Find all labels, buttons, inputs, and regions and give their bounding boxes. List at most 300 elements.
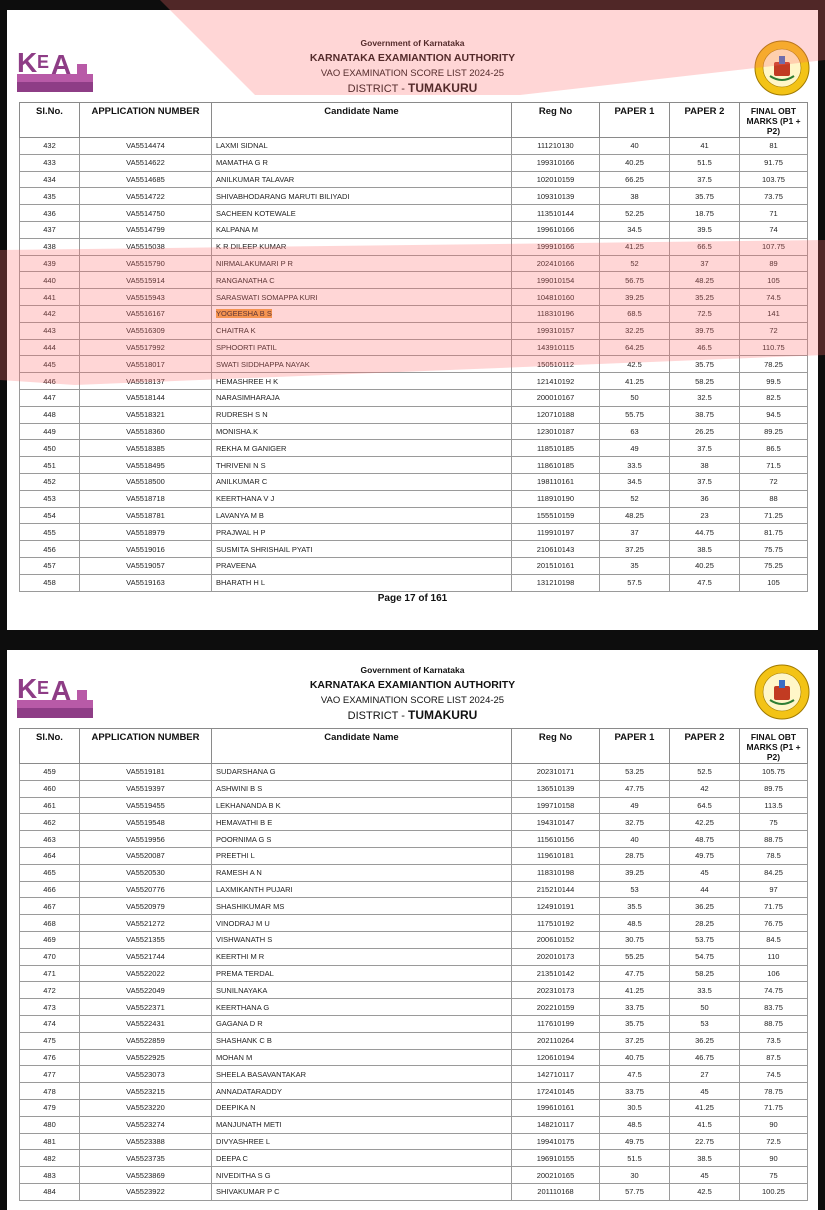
table-cell xyxy=(20,999,80,1016)
candidate-name: SHIVAKUMAR P C xyxy=(216,1187,280,1197)
cell-value: 447 xyxy=(43,393,56,403)
table-cell xyxy=(80,138,212,155)
cell-value: 94.5 xyxy=(766,410,781,420)
table-cell xyxy=(512,1183,600,1200)
cell-value: 40.75 xyxy=(625,1052,644,1062)
table-row xyxy=(20,999,808,1016)
cell-value: 40.25 xyxy=(695,561,714,571)
table-cell xyxy=(740,982,808,999)
cell-value: 87.5 xyxy=(766,1052,781,1062)
table-cell xyxy=(600,797,670,814)
cell-value: VA5523869 xyxy=(126,1170,165,1180)
government-line: Government of Karnataka xyxy=(360,38,465,48)
candidate-name: GAGANA D R xyxy=(216,1019,263,1029)
table-cell xyxy=(740,541,808,558)
table-cell xyxy=(212,780,512,797)
cell-value: 72.5 xyxy=(697,309,712,319)
table-cell xyxy=(20,1133,80,1150)
cell-value: 444 xyxy=(43,342,56,352)
candidate-name: SHASHIKUMAR MS xyxy=(216,901,285,911)
cell-value: 32.75 xyxy=(625,817,644,827)
table-cell xyxy=(670,898,740,915)
table-cell xyxy=(80,255,212,272)
cell-value: 199310166 xyxy=(536,158,575,168)
cell-value: 40.25 xyxy=(625,158,644,168)
table-cell xyxy=(20,764,80,781)
cell-value: 453 xyxy=(43,494,56,504)
cell-value: 118310198 xyxy=(537,868,574,878)
column-header: Reg No xyxy=(512,103,600,138)
cell-value: 64.25 xyxy=(625,342,644,352)
table-cell xyxy=(512,1032,600,1049)
cell-value: 42 xyxy=(700,784,709,794)
cell-value: VA5523073 xyxy=(126,1069,165,1079)
cell-value: 90 xyxy=(769,1153,778,1163)
table-cell xyxy=(20,289,80,306)
cell-value: 467 xyxy=(43,901,56,911)
table-cell xyxy=(20,965,80,982)
cell-value: 118910190 xyxy=(537,494,574,504)
candidate-name: RAMESH A N xyxy=(216,868,262,878)
table-cell xyxy=(212,171,512,188)
table-cell xyxy=(600,305,670,322)
cell-value: VA5521272 xyxy=(126,918,165,928)
candidate-name: SACHEEN KOTEWALE xyxy=(216,208,296,218)
column-header: APPLICATION NUMBER xyxy=(80,729,212,764)
table-row xyxy=(20,339,808,356)
table-cell xyxy=(80,948,212,965)
table-row xyxy=(20,490,808,507)
candidate-name: VINODRAJ M U xyxy=(216,918,270,928)
cell-value: 111210130 xyxy=(537,141,574,151)
table-cell xyxy=(20,1183,80,1200)
cell-value: 33.5 xyxy=(627,460,642,470)
table-cell xyxy=(512,898,600,915)
table-cell xyxy=(80,1099,212,1116)
cell-value: 78.75 xyxy=(764,1086,783,1096)
table-cell xyxy=(670,188,740,205)
table-cell xyxy=(80,188,212,205)
table-cell xyxy=(512,764,600,781)
candidate-name: PREETHI L xyxy=(216,851,255,861)
cell-value: 136510139 xyxy=(536,784,575,794)
table-cell xyxy=(670,389,740,406)
cell-value: 78.25 xyxy=(764,359,783,369)
cell-value: 459 xyxy=(43,767,56,777)
svg-text:E: E xyxy=(37,52,50,72)
table-cell xyxy=(600,764,670,781)
table-cell xyxy=(740,1150,808,1167)
table-cell xyxy=(600,138,670,155)
table-cell xyxy=(212,1167,512,1184)
candidate-name: SHASHANK C B xyxy=(216,1036,272,1046)
cell-value: 40 xyxy=(630,141,639,151)
cell-value: 42.25 xyxy=(695,817,714,827)
table-row xyxy=(20,764,808,781)
cell-value: 202110264 xyxy=(537,1036,574,1046)
cell-value: VA5521744 xyxy=(126,952,165,962)
table-cell xyxy=(670,138,740,155)
svg-text:E: E xyxy=(37,678,50,698)
table-row xyxy=(20,831,808,848)
table-cell xyxy=(512,881,600,898)
cell-value: 71.75 xyxy=(764,901,783,911)
table-row xyxy=(20,965,808,982)
cell-value: VA5523220 xyxy=(126,1103,165,1113)
cell-value: 88 xyxy=(769,494,778,504)
cell-value: VA5522925 xyxy=(126,1052,165,1062)
table-cell xyxy=(600,423,670,440)
table-row xyxy=(20,574,808,591)
table-cell xyxy=(600,373,670,390)
cell-value: 41.25 xyxy=(625,985,644,995)
table-cell xyxy=(80,1150,212,1167)
cell-value: 210610143 xyxy=(536,544,575,554)
cell-value: 445 xyxy=(43,359,56,369)
table-row xyxy=(20,221,808,238)
cell-value: 75 xyxy=(769,817,778,827)
table-cell xyxy=(212,814,512,831)
candidate-name: SWATI SIDDHAPPA NAYAK xyxy=(216,359,310,369)
cell-value: 46.5 xyxy=(697,342,712,352)
table-cell xyxy=(600,154,670,171)
table-cell xyxy=(670,999,740,1016)
table-cell xyxy=(740,898,808,915)
cell-value: 52.25 xyxy=(625,208,644,218)
table-cell xyxy=(740,205,808,222)
cell-value: VA5516167 xyxy=(126,309,165,319)
table-cell xyxy=(512,440,600,457)
cell-value: 442 xyxy=(43,309,56,319)
table-cell xyxy=(740,356,808,373)
table-cell xyxy=(212,831,512,848)
cell-value: 435 xyxy=(43,191,56,201)
header-row xyxy=(20,103,808,138)
table-cell xyxy=(212,322,512,339)
table-cell xyxy=(600,490,670,507)
table-cell xyxy=(670,154,740,171)
cell-value: 113.5 xyxy=(764,800,783,810)
cell-value: 53.75 xyxy=(695,935,714,945)
table-cell xyxy=(740,1015,808,1032)
table-cell xyxy=(600,457,670,474)
cell-value: 81.75 xyxy=(764,527,783,537)
table-cell xyxy=(670,373,740,390)
cell-value: 36 xyxy=(700,494,709,504)
table-cell xyxy=(512,541,600,558)
table-cell xyxy=(740,339,808,356)
table-cell xyxy=(740,490,808,507)
table-row xyxy=(20,1133,808,1150)
cell-value: 47.5 xyxy=(697,578,712,588)
cell-value: 75.75 xyxy=(764,544,783,554)
cell-value: 50 xyxy=(630,393,639,403)
cell-value: 117510192 xyxy=(537,918,574,928)
cell-value: 200010167 xyxy=(536,393,575,403)
table-cell xyxy=(670,171,740,188)
table-cell xyxy=(80,814,212,831)
table-row xyxy=(20,1015,808,1032)
table-cell xyxy=(600,1167,670,1184)
cell-value: VA5515790 xyxy=(126,258,165,268)
cell-value: 476 xyxy=(43,1052,56,1062)
cell-value: 38.75 xyxy=(695,410,714,420)
table-cell xyxy=(670,814,740,831)
table-cell xyxy=(80,1183,212,1200)
candidate-name: KEERTHANA V J xyxy=(216,494,275,504)
table-cell xyxy=(80,881,212,898)
cell-value: 18.75 xyxy=(695,208,714,218)
cell-value: 63 xyxy=(630,426,639,436)
cell-value: 66.5 xyxy=(697,242,712,252)
table-cell xyxy=(600,999,670,1016)
cell-value: VA5518137 xyxy=(126,376,165,386)
table-cell xyxy=(212,1049,512,1066)
table-cell xyxy=(740,1099,808,1116)
cell-value: 81 xyxy=(769,141,778,151)
svg-text:A: A xyxy=(51,675,72,706)
table-row xyxy=(20,915,808,932)
table-cell xyxy=(600,238,670,255)
page-header xyxy=(7,10,818,102)
column-header: FINAL OBT MARKS (P1 + P2) xyxy=(740,103,808,138)
cell-value: 117610199 xyxy=(537,1019,574,1029)
table-cell xyxy=(212,490,512,507)
table-cell xyxy=(670,272,740,289)
table-cell xyxy=(212,238,512,255)
cell-value: 97 xyxy=(769,884,778,894)
table-cell xyxy=(80,205,212,222)
table-cell xyxy=(512,339,600,356)
table-cell xyxy=(670,1032,740,1049)
karnataka-seal-icon xyxy=(754,40,810,96)
cell-value: 150510112 xyxy=(537,359,574,369)
cell-value: 480 xyxy=(43,1120,56,1130)
table-cell xyxy=(20,982,80,999)
table-cell xyxy=(80,272,212,289)
cell-value: VA5514722 xyxy=(126,191,165,201)
cell-value: 118610185 xyxy=(537,460,574,470)
cell-value: 105 xyxy=(767,578,780,588)
table-cell xyxy=(20,305,80,322)
table-cell xyxy=(740,1167,808,1184)
cell-value: 36.25 xyxy=(695,1036,714,1046)
cell-value: 35.75 xyxy=(695,191,714,201)
cell-value: 83.75 xyxy=(764,1002,783,1012)
cell-value: 464 xyxy=(43,851,56,861)
column-header: Candidate Name xyxy=(212,103,512,138)
table-row xyxy=(20,1116,808,1133)
cell-value: VA5522022 xyxy=(126,968,165,978)
cell-value: 75 xyxy=(769,1170,778,1180)
candidate-name: SUDARSHANA G xyxy=(216,767,276,777)
table-cell xyxy=(20,1116,80,1133)
table-cell xyxy=(740,1183,808,1200)
table-cell xyxy=(600,171,670,188)
table-cell xyxy=(600,1116,670,1133)
table-cell xyxy=(80,1066,212,1083)
table-row xyxy=(20,881,808,898)
cell-value: 41.25 xyxy=(625,376,644,386)
cell-value: 71.25 xyxy=(764,510,783,520)
cell-value: 34.5 xyxy=(627,225,642,235)
table-cell xyxy=(20,1032,80,1049)
cell-value: 196910155 xyxy=(536,1153,575,1163)
cell-value: 202310171 xyxy=(536,767,575,777)
table-cell xyxy=(740,1083,808,1100)
table-cell xyxy=(20,1015,80,1032)
table-cell xyxy=(212,373,512,390)
cell-value: 100.25 xyxy=(762,1187,785,1197)
cell-value: VA5514799 xyxy=(126,225,165,235)
table-cell xyxy=(600,541,670,558)
table-cell xyxy=(212,221,512,238)
cell-value: 434 xyxy=(43,174,56,184)
table-row xyxy=(20,864,808,881)
table-cell xyxy=(670,574,740,591)
cell-value: 463 xyxy=(43,834,56,844)
table-row xyxy=(20,931,808,948)
table-cell xyxy=(20,557,80,574)
cell-value: 199410175 xyxy=(536,1136,575,1146)
table-cell xyxy=(600,982,670,999)
candidate-name: NIRMALAKUMARI P R xyxy=(216,258,293,268)
cell-value: 143910115 xyxy=(537,342,574,352)
table-row xyxy=(20,473,808,490)
karnataka-seal-icon xyxy=(754,664,810,720)
cell-value: 110.75 xyxy=(762,342,785,352)
cell-value: 82.5 xyxy=(766,393,781,403)
table-row xyxy=(20,898,808,915)
cell-value: 57.5 xyxy=(627,578,642,588)
table-cell xyxy=(20,406,80,423)
cell-value: VA5519057 xyxy=(126,561,165,571)
table-cell xyxy=(20,238,80,255)
table-cell xyxy=(20,948,80,965)
candidate-name: SPHOORTI PATIL xyxy=(216,342,277,352)
table-cell xyxy=(512,305,600,322)
cell-value: 35.25 xyxy=(695,292,714,302)
table-row xyxy=(20,205,808,222)
cell-value: 50 xyxy=(700,1002,709,1012)
table-cell xyxy=(740,831,808,848)
table-cell xyxy=(212,524,512,541)
table-cell xyxy=(80,238,212,255)
table-cell xyxy=(20,138,80,155)
table-cell xyxy=(600,1150,670,1167)
candidate-name: SHEELA BASAVANTAKAR xyxy=(216,1069,307,1079)
cell-value: 55.75 xyxy=(625,410,644,420)
table-cell xyxy=(600,1099,670,1116)
candidate-name: SARASWATI SOMAPPA KURI xyxy=(216,292,318,302)
table-cell xyxy=(80,1015,212,1032)
table-cell xyxy=(512,1015,600,1032)
candidate-name: DEEPA C xyxy=(216,1153,248,1163)
cell-value: 37.5 xyxy=(697,443,712,453)
candidate-name: LAXMIKANTH PUJARI xyxy=(216,884,293,894)
cell-value: 142710117 xyxy=(537,1069,574,1079)
cell-value: 450 xyxy=(43,443,56,453)
table-cell xyxy=(512,457,600,474)
table-cell xyxy=(80,1032,212,1049)
cell-value: 44 xyxy=(700,884,709,894)
cell-value: 451 xyxy=(43,460,56,470)
table-cell xyxy=(670,524,740,541)
cell-value: 105.75 xyxy=(762,767,785,777)
cell-value: 52.5 xyxy=(697,767,712,777)
table-cell xyxy=(212,915,512,932)
cell-value: 99.5 xyxy=(766,376,781,386)
table-cell xyxy=(20,457,80,474)
table-cell xyxy=(670,473,740,490)
cell-value: 200210165 xyxy=(536,1170,575,1180)
cell-value: 39.75 xyxy=(695,326,714,336)
table-cell xyxy=(512,322,600,339)
cell-value: 123010187 xyxy=(536,426,575,436)
table-cell xyxy=(212,1066,512,1083)
table-cell xyxy=(600,780,670,797)
table-cell xyxy=(212,289,512,306)
table-cell xyxy=(600,507,670,524)
table-cell xyxy=(740,440,808,457)
table-row xyxy=(20,507,808,524)
table-row xyxy=(20,289,808,306)
table-cell xyxy=(740,524,808,541)
cell-value: 66.25 xyxy=(625,174,644,184)
cell-value: 452 xyxy=(43,477,56,487)
table-cell xyxy=(600,389,670,406)
table-cell xyxy=(212,255,512,272)
candidate-name: K R DILEEP KUMAR xyxy=(216,242,287,252)
cell-value: VA5519397 xyxy=(126,784,165,794)
header-row xyxy=(20,729,808,764)
cell-value: VA5518495 xyxy=(126,460,165,470)
table-cell xyxy=(512,1066,600,1083)
score-table xyxy=(19,728,808,1201)
table-cell xyxy=(670,864,740,881)
cell-value: 199010154 xyxy=(536,275,575,285)
table-cell xyxy=(80,780,212,797)
cell-value: 124910191 xyxy=(536,901,575,911)
table-cell xyxy=(600,965,670,982)
table-cell xyxy=(212,965,512,982)
cell-value: 71.5 xyxy=(766,460,781,470)
cell-value: 53.25 xyxy=(625,767,644,777)
page-number: Page 17 of 161 xyxy=(377,593,448,604)
table-cell xyxy=(80,847,212,864)
table-cell xyxy=(20,1150,80,1167)
cell-value: 33.75 xyxy=(625,1002,644,1012)
table-cell xyxy=(212,305,512,322)
table-cell xyxy=(512,965,600,982)
table-cell xyxy=(20,221,80,238)
cell-value: 32.25 xyxy=(625,326,644,336)
cell-value: 35.75 xyxy=(695,359,714,369)
table-cell xyxy=(20,423,80,440)
table-cell xyxy=(600,931,670,948)
table-cell xyxy=(212,154,512,171)
table-cell xyxy=(20,339,80,356)
cell-value: 461 xyxy=(43,800,56,810)
cell-value: VA5514750 xyxy=(126,208,165,218)
cell-value: 456 xyxy=(43,544,56,554)
table-cell xyxy=(512,831,600,848)
cell-value: VA5522049 xyxy=(126,985,165,995)
cell-value: 38 xyxy=(630,191,639,201)
cell-value: 75.25 xyxy=(764,561,783,571)
table-cell xyxy=(670,541,740,558)
table-row xyxy=(20,188,808,205)
